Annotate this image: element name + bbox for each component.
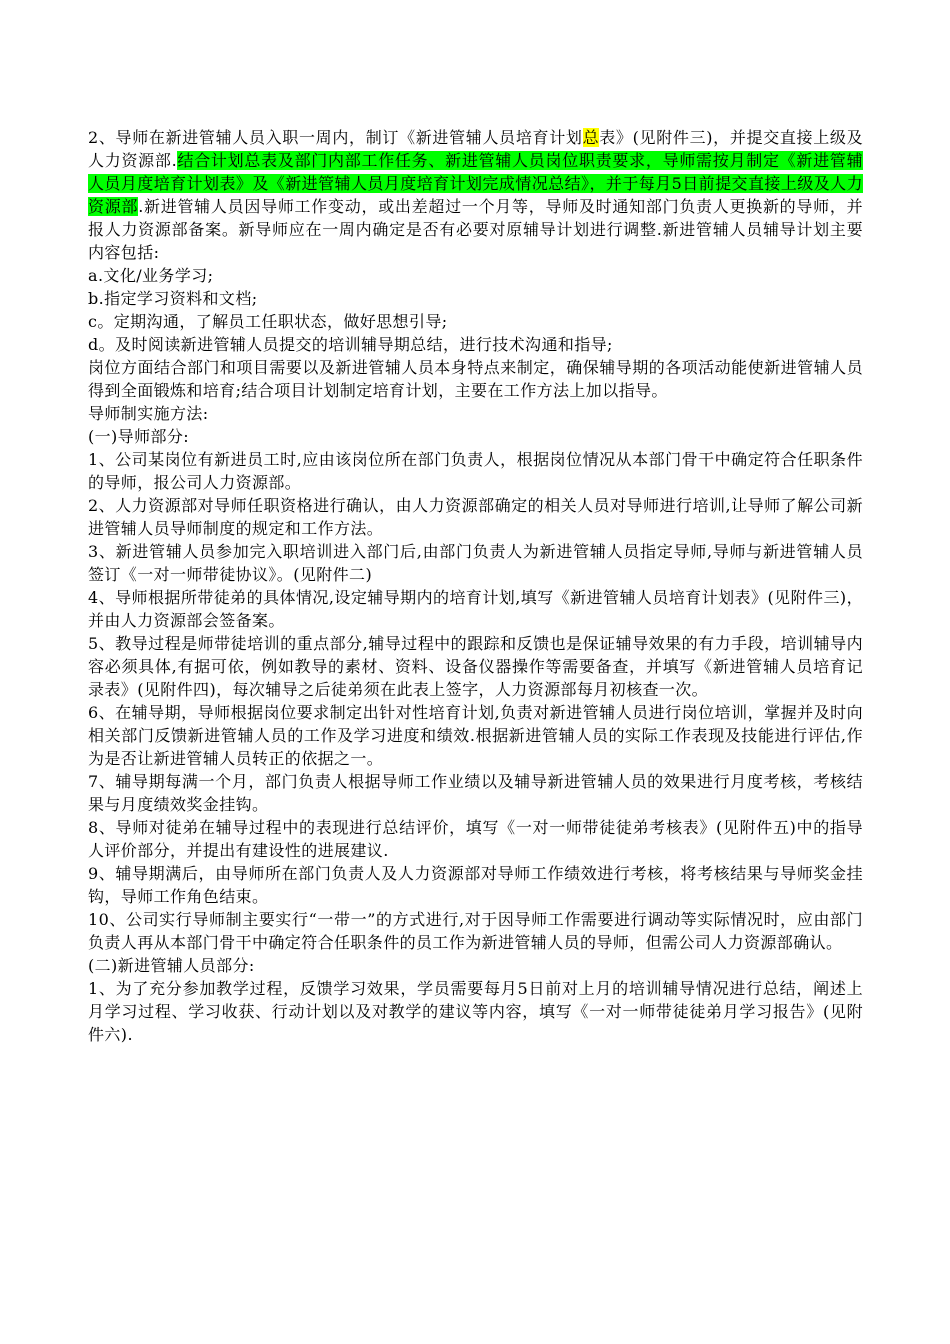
section1-item-4: 4、导师根据所带徒弟的具体情况,设定辅导期内的培育计划,填写《新进管辅人员培育计划表》(见附件三)，并由人力资源部会签备案。 xyxy=(88,588,863,630)
green-highlight: 结合计划总表及部门内部工作任务、新进管辅人员岗位职责要求，导师需按月制定《新进管辅人员月度培育计划表》及《新进管辅人员月度培育计划完成情况总结》，并于每月5日前提交直接上级及人力资源部 xyxy=(88,151,863,216)
document-body xyxy=(88,126,863,1046)
intro-paragraph xyxy=(88,126,863,264)
section1-item-8: 8、导师对徒弟在辅导过程中的表现进行总结评价，填写《一对一师带徒徒弟考核表》(见附件五)中的指导人评价部分，并提出有建设性的进展建议. xyxy=(88,818,863,860)
section1-item-1: 1、公司某岗位有新进员工时,应由该岗位所在部门负责人，根据岗位情况从本部门骨干中确定符合任职条件的导师，报公司人力资源部。 xyxy=(88,450,863,492)
section1-title: (一)导师部分: xyxy=(88,427,190,446)
list-item-c: c。定期沟通，了解员工任职状态，做好思想引导; xyxy=(88,312,448,331)
list-item-a: a.文化/业务学习; xyxy=(88,266,214,285)
list-item-d: d。及时阅读新进管辅人员提交的培训辅导期总结，进行技术沟通和指导; xyxy=(88,335,613,354)
section1-item-7: 7、辅导期每满一个月，部门负责人根据导师工作业绩以及辅导新进管辅人员的效果进行月度考核，考核结果与月度绩效奖金挂钩。 xyxy=(88,772,863,814)
section1-item-10: 10、公司实行导师制主要实行“一带一”的方式进行,对于因导师工作需要进行调动等实际情况时，应由部门负责人再从本部门骨干中确定符合任职条件的员工作为新进管辅人员的导师，但需公司人力资源部确认。 xyxy=(88,910,863,952)
section2-title: (二)新进管辅人员部分: xyxy=(88,956,255,975)
intro-text-c: .新进管辅人员因导师工作变动，或出差超过一个月等，导师及时通知部门负责人更换新的导师，并报人力资源部备案。新导师应在一周内确定是否有必要对原辅导计划进行调整.新进管辅人员辅导计划主要内容包括: xyxy=(88,197,863,262)
section1-item-6: 6、在辅导期，导师根据岗位要求制定出针对性培育计划,负责对新进管辅人员进行岗位培训，掌握并及时向相关部门反馈新进管辅人员的工作及学习进度和绩效.根据新进管辅人员的实际工作表现及技能进行评估,作为是否让新进管辅人员转正的依据之一。 xyxy=(88,703,863,768)
method-title: 导师制实施方法: xyxy=(88,404,209,423)
section1-item-9: 9、辅导期满后，由导师所在部门负责人及人力资源部对导师工作绩效进行考核，将考核结果与导师奖金挂钩，导师工作角色结束。 xyxy=(88,864,863,906)
intro-text-a: 2、导师在新进管辅人员入职一周内，制订《新进管辅人员培育计划 xyxy=(88,128,583,147)
section1-item-3: 3、新进管辅人员参加完入职培训进入部门后,由部门负责人为新进管辅人员指定导师,导师与新进管辅人员签订《一对一师带徒协议》。(见附件二) xyxy=(88,542,863,584)
position-paragraph: 岗位方面结合部门和项目需要以及新进管辅人员本身特点来制定，确保辅导期的各项活动能使新进管辅人员得到全面锻炼和培育;结合项目计划制定培育计划，主要在工作方法上加以指导。 xyxy=(88,358,863,400)
section2-item-1: 1、为了充分参加教学过程，反馈学习效果，学员需要每月5日前对上月的培训辅导情况进行总结，阐述上月学习过程、学习收获、行动计划以及对教学的建议等内容，填写《一对一师带徒徒弟月学习报告》(见附件六). xyxy=(88,979,863,1044)
yellow-highlight: 总 xyxy=(582,128,600,147)
section1-item-2: 2、人力资源部对导师任职资格进行确认，由人力资源部确定的相关人员对导师进行培训,让导师了解公司新进管辅人员导师制度的规定和工作方法。 xyxy=(88,496,863,538)
section1-item-5: 5、教导过程是师带徒培训的重点部分,辅导过程中的跟踪和反馈也是保证辅导效果的有力手段，培训辅导内容必须具体,有据可依，例如教导的素材、资料、设备仪器操作等需要备查，并填写《新进管辅人员培育记录表》(见附件四)，每次辅导之后徒弟须在此表上签字，人力资源部每月初核查一次。 xyxy=(88,634,863,699)
intro-text-b: 表》(见附件三)，并提交直接上级及人力资源部. xyxy=(88,128,863,170)
list-item-b: b.指定学习资料和文档; xyxy=(88,289,258,308)
